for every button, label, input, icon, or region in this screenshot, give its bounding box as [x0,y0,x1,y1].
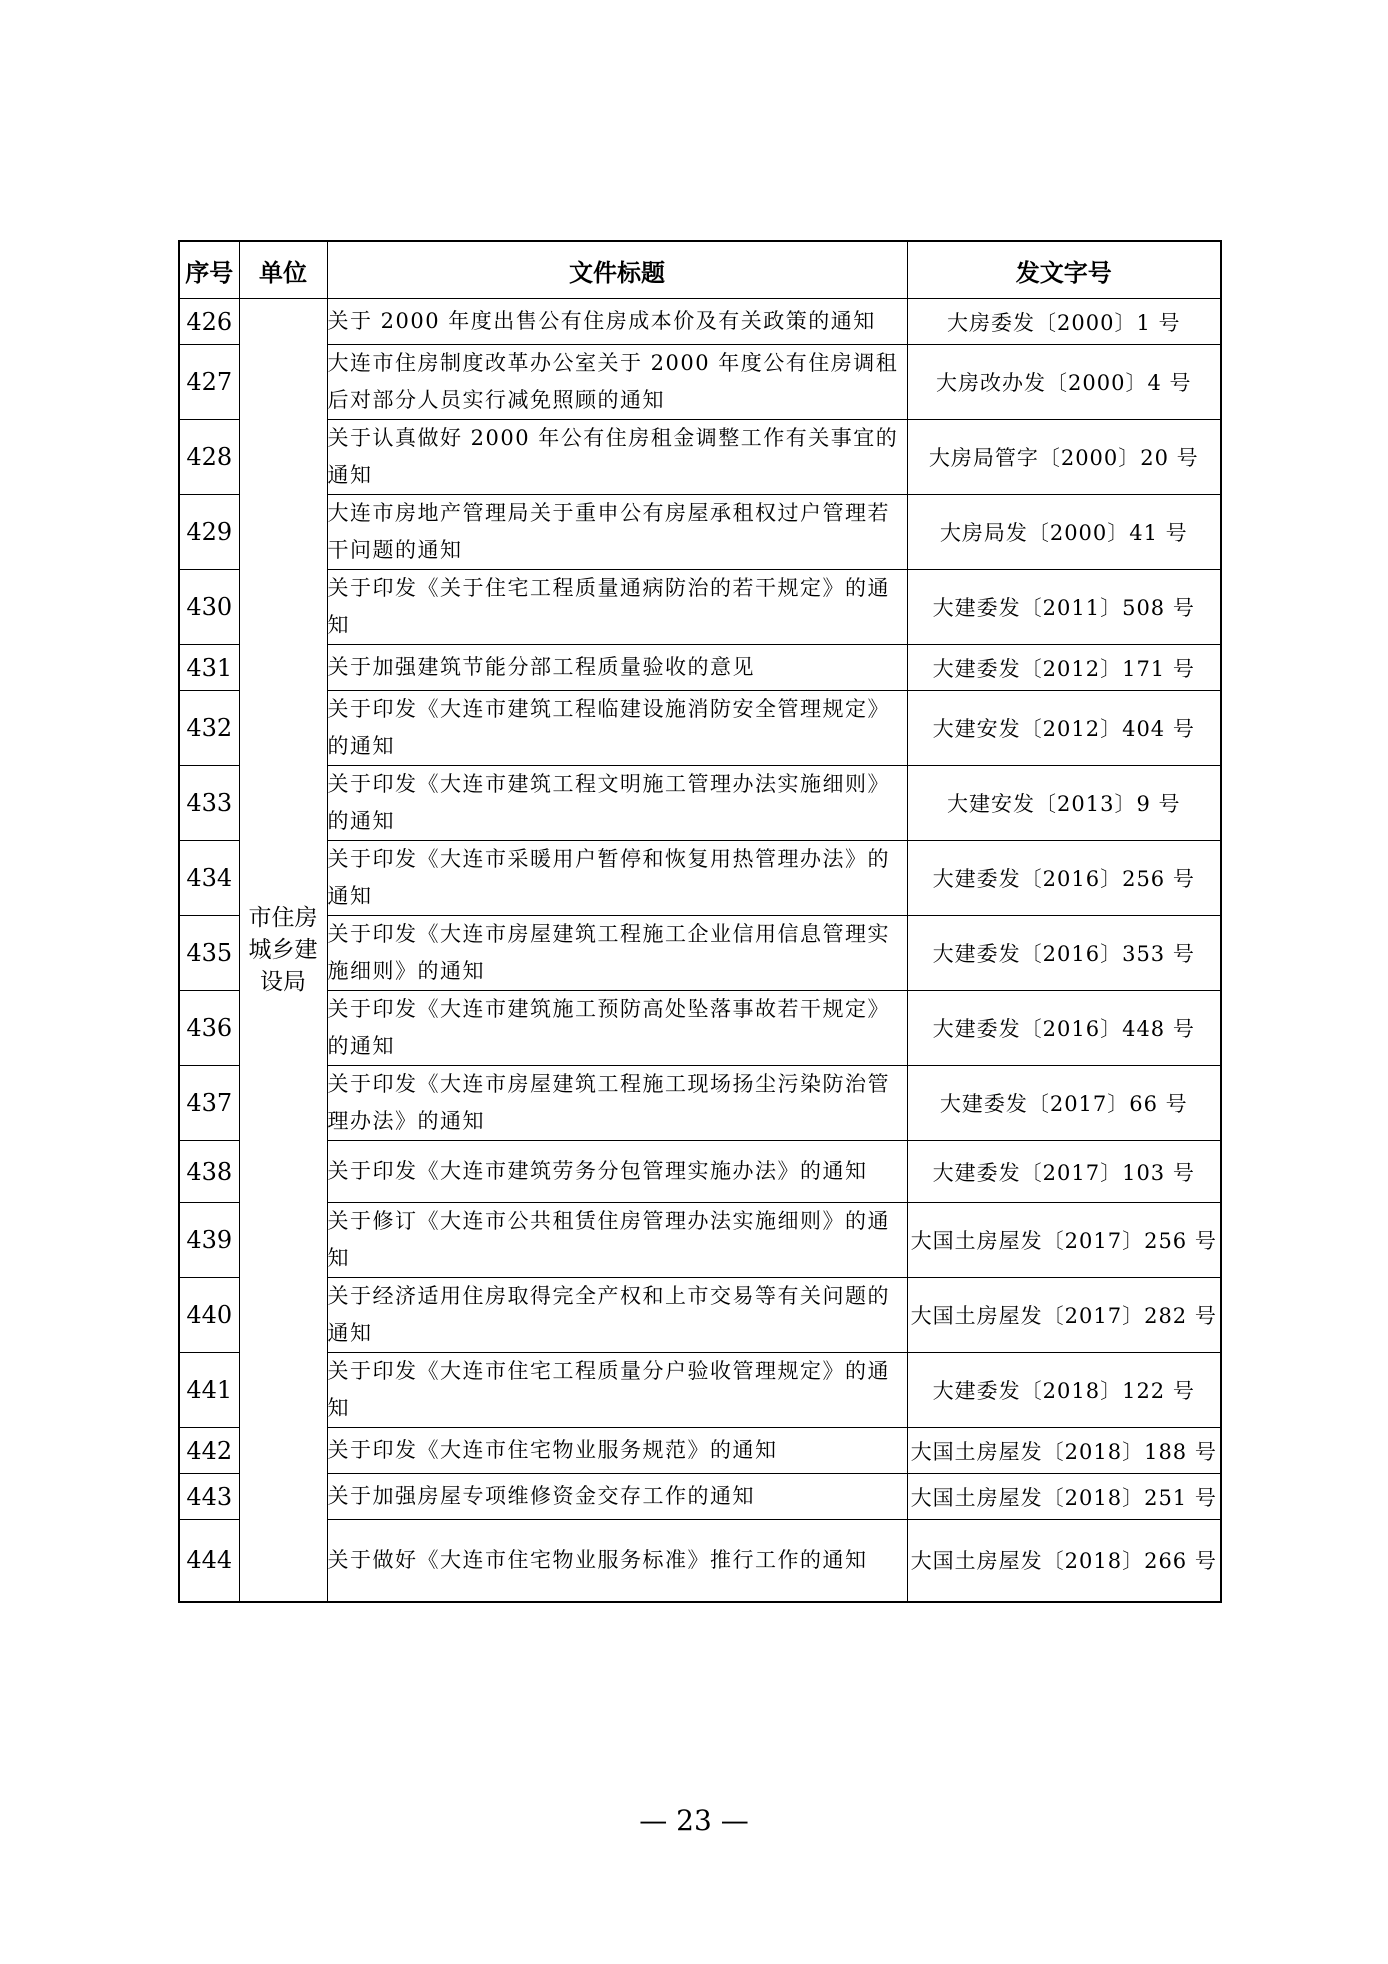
table-row [179,766,1221,841]
table-row [179,1353,1221,1428]
cell-docno: 大国土房屋发〔2017〕282 号 [907,1278,1221,1353]
cell-title: 关于 2000 年度出售公有住房成本价及有关政策的通知 [327,299,907,345]
cell-docno: 大房委发〔2000〕1 号 [907,299,1221,345]
cell-seq: 435 [179,916,239,991]
table-row [179,299,1221,345]
cell-docno: 大建委发〔2016〕448 号 [907,991,1221,1066]
cell-seq: 438 [179,1141,239,1203]
cell-title: 关于修订《大连市公共租赁住房管理办法实施细则》的通知 [327,1203,907,1278]
table-row [179,1428,1221,1474]
cell-seq: 440 [179,1278,239,1353]
unit-line: 设局 [260,968,306,995]
table-row [179,916,1221,991]
table-row [179,991,1221,1066]
table-row [179,691,1221,766]
table-row [179,1203,1221,1278]
cell-title: 关于印发《大连市建筑工程临建设施消防安全管理规定》的通知 [327,691,907,766]
cell-docno: 大房局管字〔2000〕20 号 [907,420,1221,495]
page-number: — 23 — [639,1804,749,1837]
table-row [179,495,1221,570]
cell-docno: 大房改办发〔2000〕4 号 [907,345,1221,420]
table-row [179,420,1221,495]
cell-title: 关于印发《大连市住宅工程质量分户验收管理规定》的通知 [327,1353,907,1428]
cell-seq: 430 [179,570,239,645]
cell-seq: 441 [179,1353,239,1428]
cell-title: 关于印发《大连市房屋建筑工程施工企业信用信息管理实施细则》的通知 [327,916,907,991]
cell-title: 关于印发《关于住宅工程质量通病防治的若干规定》的通知 [327,570,907,645]
cell-docno: 大建委发〔2018〕122 号 [907,1353,1221,1428]
cell-docno: 大建安发〔2012〕404 号 [907,691,1221,766]
table-row [179,1474,1221,1520]
cell-title: 关于印发《大连市建筑劳务分包管理实施办法》的通知 [327,1141,907,1203]
cell-docno: 大建委发〔2012〕171 号 [907,645,1221,691]
header-docno: 发文字号 [907,241,1221,299]
cell-docno: 大建委发〔2016〕256 号 [907,841,1221,916]
cell-docno: 大国土房屋发〔2018〕188 号 [907,1428,1221,1474]
cell-docno: 大建委发〔2016〕353 号 [907,916,1221,991]
cell-seq: 432 [179,691,239,766]
cell-title: 大连市住房制度改革办公室关于 2000 年度公有住房调租后对部分人员实行减免照顾的通知 [327,345,907,420]
cell-seq: 442 [179,1428,239,1474]
cell-title: 关于加强房屋专项维修资金交存工作的通知 [327,1474,907,1520]
cell-title: 关于印发《大连市采暖用户暂停和恢复用热管理办法》的通知 [327,841,907,916]
cell-docno: 大建委发〔2017〕103 号 [907,1141,1221,1203]
table-row [179,645,1221,691]
cell-seq: 431 [179,645,239,691]
cell-title: 关于做好《大连市住宅物业服务标准》推行工作的通知 [327,1520,907,1602]
table-row [179,1066,1221,1141]
cell-seq: 426 [179,299,239,345]
table-body [179,299,1221,1602]
table-row [179,345,1221,420]
cell-seq: 427 [179,345,239,420]
cell-docno: 大国土房屋发〔2018〕251 号 [907,1474,1221,1520]
table-row [179,1278,1221,1353]
cell-seq: 434 [179,841,239,916]
cell-docno: 大建委发〔2011〕508 号 [907,570,1221,645]
cell-seq: 433 [179,766,239,841]
cell-seq: 439 [179,1203,239,1278]
unit-line: 城乡建 [248,936,318,963]
cell-docno: 大国土房屋发〔2018〕266 号 [907,1520,1221,1602]
cell-title: 关于印发《大连市建筑施工预防高处坠落事故若干规定》的通知 [327,991,907,1066]
cell-title: 关于经济适用住房取得完全产权和上市交易等有关问题的通知 [327,1278,907,1353]
unit-line: 市住房 [248,904,318,931]
cell-unit [239,299,327,1602]
cell-title: 关于印发《大连市建筑工程文明施工管理办法实施细则》的通知 [327,766,907,841]
cell-docno: 大国土房屋发〔2017〕256 号 [907,1203,1221,1278]
header-title: 文件标题 [327,241,907,299]
document-table [178,240,1222,1603]
cell-docno: 大建安发〔2013〕9 号 [907,766,1221,841]
cell-seq: 443 [179,1474,239,1520]
table-row [179,1520,1221,1602]
cell-seq: 437 [179,1066,239,1141]
header-seq: 序号 [179,241,239,299]
cell-seq: 436 [179,991,239,1066]
cell-title: 关于加强建筑节能分部工程质量验收的意见 [327,645,907,691]
table-row [179,1141,1221,1203]
cell-seq: 429 [179,495,239,570]
table-row [179,570,1221,645]
table-row [179,841,1221,916]
cell-seq: 428 [179,420,239,495]
header-unit: 单位 [239,241,327,299]
cell-title: 关于印发《大连市房屋建筑工程施工现场扬尘污染防治管理办法》的通知 [327,1066,907,1141]
cell-seq: 444 [179,1520,239,1602]
cell-docno: 大房局发〔2000〕41 号 [907,495,1221,570]
cell-title: 关于认真做好 2000 年公有住房租金调整工作有关事宜的通知 [327,420,907,495]
cell-title: 关于印发《大连市住宅物业服务规范》的通知 [327,1428,907,1474]
cell-title: 大连市房地产管理局关于重申公有房屋承租权过户管理若干问题的通知 [327,495,907,570]
cell-docno: 大建委发〔2017〕66 号 [907,1066,1221,1141]
table-header-row [179,241,1221,299]
